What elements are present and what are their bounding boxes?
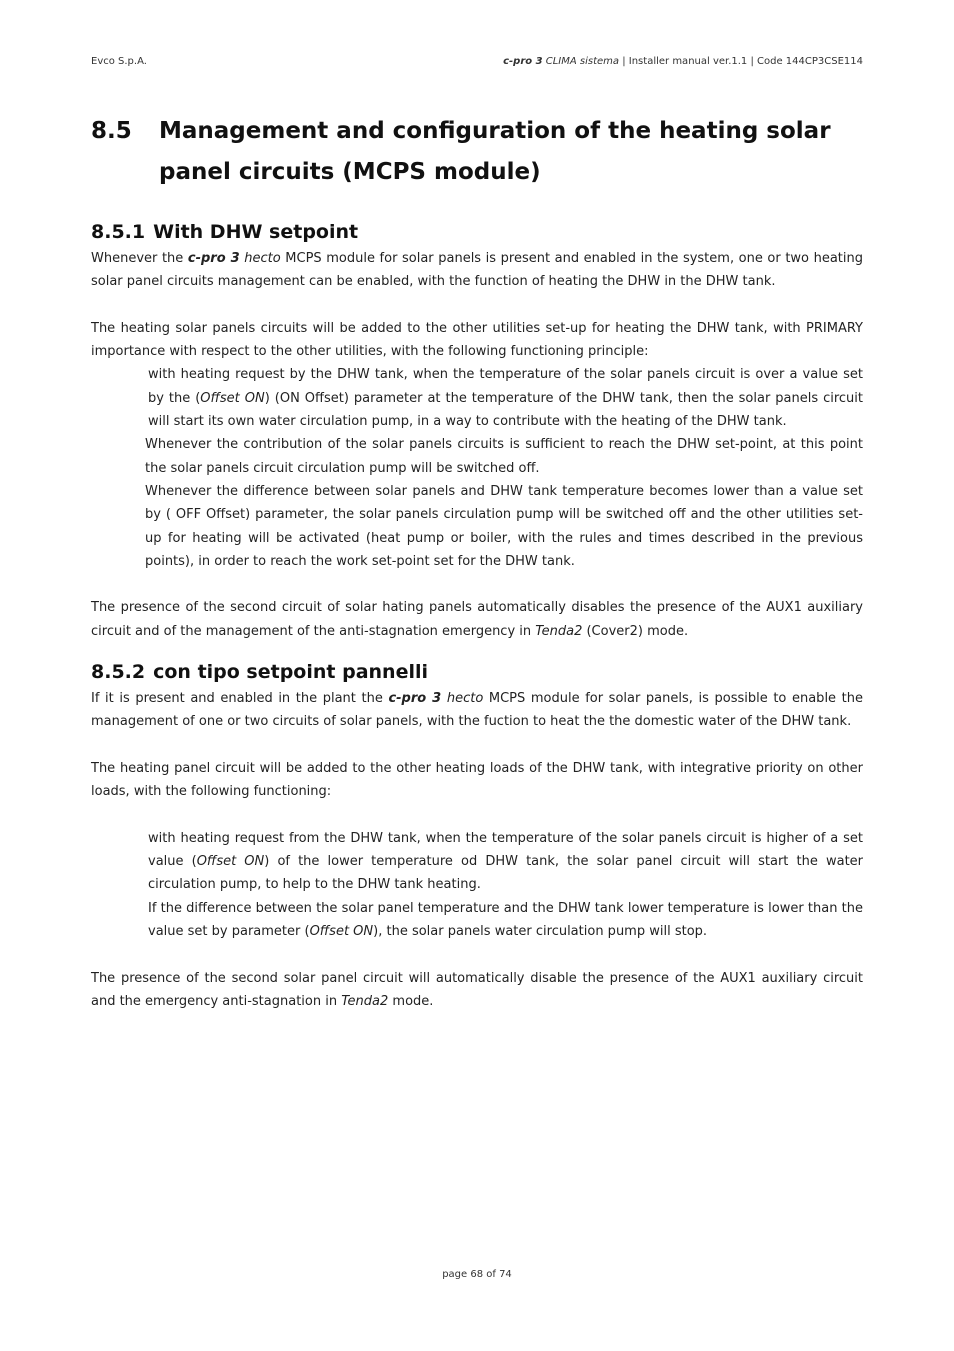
company-name: Evco S.p.A.	[91, 56, 147, 67]
page-number: page 68 of 74	[442, 1269, 512, 1280]
list-item: Whenever the difference between solar panels and DHW tank temperature becomes lower than a value set by ( OFF Offset) parameter, the solar panels circulation pump will be switched off and the other utilities set-up for heating will be activated (heat pump or boiler, with the rules and times described in the previous points), in order to reach the work set-point set for the DHW tank.	[145, 483, 863, 569]
paragraph: The heating solar panels circuits will be added to the other utilities set-up for heating the DHW tank, with PRIMARY importance with respect to the other utilities, with the following functioning principle:	[91, 320, 863, 360]
section-heading: 8.5 Management and configuration of the heating solar panel circuits (MCPS module)	[91, 118, 831, 185]
paragraph: If it is present and enabled in the plant the c-pro 3 hecto MCPS module for solar panels, is possible to enable the management of one or two circuits of solar panels, with the fuction to heat the the domestic water of the DHW tank.	[91, 691, 863, 730]
paragraph: Whenever the c-pro 3 hecto MCPS module for solar panels is present and enabled in the system, one or two heating solar panel circuits management can be enabled, with the function of heating the DHW in the DHW tank.	[91, 251, 863, 290]
subsection-heading-2: 8.5.2 con tipo setpoint pannelli	[91, 661, 428, 684]
page-content	[91, 111, 863, 1013]
paragraph: The heating panel circuit will be added to the other heating loads of the DHW tank, with integrative priority on other loads, with the following functioning:	[91, 760, 863, 800]
document-info: c-pro 3 CLIMA sistema | Installer manual ver.1.1 | Code 144CP3CSE114	[503, 56, 863, 67]
subsection-heading-1: 8.5.1 With DHW setpoint	[91, 221, 359, 243]
paragraph: The presence of the second solar panel circuit will automatically disable the presence of the AUX1 auxiliary circuit and the emergency anti-stagnation in Tenda2 mode.	[91, 970, 863, 1009]
paragraph: The presence of the second circuit of solar hating panels automatically disables the presence of the AUX1 auxiliary circuit and of the management of the anti-stagnation emergency in Tenda2 (Cover2) mode.	[91, 600, 863, 639]
list-item: Whenever the contribution of the solar panels circuits is sufficient to reach the DHW set-point, at this point the solar panels circuit circulation pump will be switched off.	[145, 437, 863, 476]
list-item: with heating request by the DHW tank, when the temperature of the solar panels circuit is over a value set by the (Offset ON) (ON Offset) parameter at the temperature of the DHW tank, then the solar panels circuit will start its own water circulation pump, in a way to contribute with the heating of the DHW tank.	[148, 367, 863, 430]
list-item: If the difference between the solar panel temperature and the DHW tank lower temperature is lower than the value set by parameter (Offset ON), the solar panels water circulation pump will stop.	[148, 900, 863, 940]
list-item: with heating request from the DHW tank, when the temperature of the solar panels circuit is higher of a set value (Offset ON) of the lower temperature od DHW tank, the solar panel circuit will start the water circulation pump, to help to the DHW tank heating.	[148, 830, 864, 893]
